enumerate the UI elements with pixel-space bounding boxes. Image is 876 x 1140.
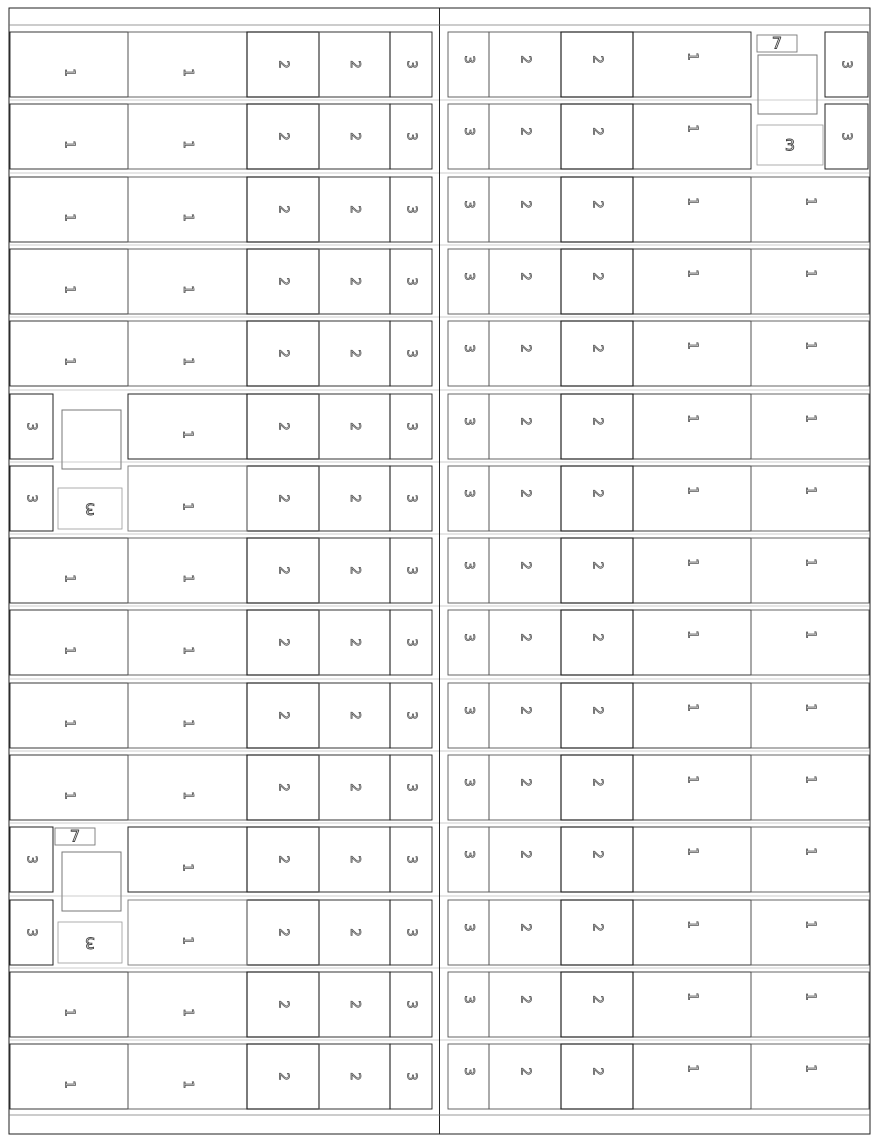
left-cell-label: 2 (275, 928, 291, 937)
right-cell (448, 755, 489, 820)
left-cell-label: 3 (403, 711, 419, 720)
right-cell-label: 2 (517, 272, 533, 281)
left-cell-label: 1 (180, 68, 195, 77)
left-cell-label: 2 (347, 638, 362, 647)
left-cell-label: 1 (180, 357, 195, 366)
left-cell (128, 177, 247, 242)
right-cell (561, 900, 633, 965)
right-cell-label: 3 (461, 200, 476, 209)
right-cell-label: 2 (589, 633, 605, 642)
right-cell-label: 2 (517, 561, 533, 570)
right-cell (448, 538, 489, 603)
marker-seven-label: 7 (69, 826, 81, 846)
left-cell (128, 827, 247, 892)
left-cell (128, 755, 247, 820)
left-cell-label: 1 (61, 574, 77, 583)
right-cell-label: 1 (802, 486, 818, 495)
left-cell-label: 1 (61, 719, 77, 728)
right-cell-label: 1 (802, 197, 818, 206)
right-cell (448, 249, 489, 314)
marker-three-label: 3 (84, 933, 96, 953)
right-cell-label: 1 (802, 847, 818, 856)
left-cell-label: 1 (61, 285, 77, 294)
right-cell-label: 1 (802, 414, 818, 423)
right-cell-label: 1 (684, 992, 700, 1001)
left-cell-label: 1 (180, 1080, 195, 1089)
crate-square (758, 55, 817, 114)
left-cell (128, 1044, 247, 1109)
right-cell-label: 3 (461, 489, 476, 498)
right-cell-label: 1 (684, 197, 700, 206)
right-cell (633, 755, 751, 820)
left-cell-label: 2 (347, 566, 362, 575)
right-cell (489, 249, 561, 314)
right-cell-label: 1 (684, 1064, 700, 1073)
crate-square (62, 410, 121, 469)
left-cell (128, 683, 247, 748)
right-cell (633, 394, 751, 459)
left-cell (128, 538, 247, 603)
right-cell (633, 683, 751, 748)
right-cell-label: 3 (461, 850, 476, 859)
right-cell-label: 1 (802, 992, 818, 1001)
right-cell-label: 3 (461, 55, 476, 64)
right-cell (751, 538, 869, 603)
left-cell-label: 1 (61, 357, 77, 366)
left-cell (128, 466, 247, 531)
left-cell-label: 2 (275, 855, 291, 864)
right-cell (448, 827, 489, 892)
right-cell (751, 610, 869, 675)
right-cell-label: 3 (461, 778, 476, 787)
left-cell-label: 3 (403, 277, 419, 286)
left-cell-label: 3 (403, 132, 419, 141)
right-cell (448, 1044, 489, 1109)
right-cell-label: 1 (802, 1064, 818, 1073)
right-cell (448, 972, 489, 1037)
right-cell-label: 2 (589, 778, 605, 787)
left-cell-label: 2 (275, 566, 291, 575)
right-cell (448, 683, 489, 748)
left-cell-label: 1 (180, 213, 195, 222)
right-cell (633, 538, 751, 603)
left-cell-label: 1 (61, 140, 77, 149)
left-cell-label: 1 (180, 1008, 195, 1017)
right-cell-label: 2 (517, 55, 533, 64)
left-cell-label: 1 (61, 213, 77, 222)
right-cell-label: 2 (517, 344, 533, 353)
right-cell (751, 900, 869, 965)
left-cell (10, 538, 128, 603)
right-cell-label: 1 (684, 124, 700, 133)
crate-square (62, 852, 121, 911)
right-cell (489, 394, 561, 459)
right-cell (489, 104, 561, 169)
right-cell (633, 321, 751, 386)
left-cell (128, 900, 247, 965)
right-cell (633, 827, 751, 892)
right-cell (561, 104, 633, 169)
right-cell (489, 900, 561, 965)
right-cell (489, 321, 561, 386)
left-cell-label: 3 (403, 349, 419, 358)
right-cell-label: 1 (802, 775, 818, 784)
left-cell-label: 1 (61, 791, 77, 800)
right-cell-label: 3 (461, 417, 476, 426)
right-cell (561, 394, 633, 459)
right-cell (561, 610, 633, 675)
left-cell-label: 1 (179, 936, 195, 945)
right-cell-label: 3 (461, 344, 476, 353)
right-cell (633, 972, 751, 1037)
right-cell (489, 610, 561, 675)
right-cell-label: 3 (461, 706, 476, 715)
right-cell-label: 2 (517, 127, 533, 136)
left-cell-label: 2 (275, 132, 291, 141)
left-cell-label: 2 (275, 1000, 291, 1009)
left-cell-label: 1 (61, 68, 77, 77)
right-cell-label: 2 (517, 489, 533, 498)
right-cell (751, 466, 869, 531)
right-cell (448, 394, 489, 459)
left-cell-label: 3 (23, 928, 39, 937)
right-cell-label: 1 (684, 630, 700, 639)
left-cell-label: 1 (179, 502, 195, 511)
right-cell (489, 755, 561, 820)
right-cell-label: 1 (684, 847, 700, 856)
left-cell-label: 3 (403, 566, 419, 575)
right-cell-label: 3 (461, 923, 476, 932)
left-cell-label: 2 (347, 1000, 362, 1009)
right-cell (751, 755, 869, 820)
left-cell-label: 2 (347, 60, 362, 69)
right-cell-label: 3 (461, 633, 476, 642)
right-cell (489, 972, 561, 1037)
right-cell-label: 2 (589, 850, 605, 859)
left-cell-label: 1 (180, 719, 195, 728)
right-cell-label: 1 (684, 775, 700, 784)
right-cell (561, 538, 633, 603)
left-cell-label: 3 (403, 783, 419, 792)
left-cell-label: 3 (403, 1000, 419, 1009)
right-cell-label: 1 (802, 920, 818, 929)
right-cell-label: 2 (517, 1067, 533, 1076)
left-cell-label: 3 (403, 928, 419, 937)
right-cell-label: 3 (461, 127, 476, 136)
right-cell (561, 972, 633, 1037)
right-cell-label: 2 (589, 923, 605, 932)
right-cell (448, 900, 489, 965)
right-cell (751, 321, 869, 386)
left-cell (10, 104, 128, 169)
right-cell-label: 3 (461, 995, 476, 1004)
left-cell-label: 2 (347, 349, 362, 358)
left-cell-label: 2 (275, 60, 291, 69)
left-cell-label: 2 (347, 855, 362, 864)
left-cell-label: 3 (403, 855, 419, 864)
right-cell (561, 177, 633, 242)
right-cell-label: 2 (517, 633, 533, 642)
left-cell-label: 2 (347, 928, 362, 937)
left-cell-label: 1 (61, 1008, 77, 1017)
right-cell (561, 755, 633, 820)
right-cell-label: 2 (589, 127, 605, 136)
right-cell (489, 177, 561, 242)
left-cell-label: 2 (347, 494, 362, 503)
right-cell-label: 2 (517, 706, 533, 715)
right-cell (489, 32, 561, 97)
left-cell (10, 249, 128, 314)
left-cell-label: 1 (180, 646, 195, 655)
left-cell-label: 2 (275, 1072, 291, 1081)
left-cell-label: 1 (180, 791, 195, 800)
marker-three-label: 3 (84, 499, 96, 519)
left-cell-label: 2 (347, 422, 362, 431)
right-cell-label: 2 (589, 995, 605, 1004)
right-cell-label: 1 (802, 269, 818, 278)
right-cell-label: 2 (517, 778, 533, 787)
right-cell (633, 249, 751, 314)
right-cell-label: 2 (589, 200, 605, 209)
right-cell (489, 466, 561, 531)
right-cell (561, 321, 633, 386)
right-cell (561, 1044, 633, 1109)
right-cell (633, 610, 751, 675)
left-cell-label: 3 (403, 205, 419, 214)
right-cell (633, 177, 751, 242)
right-cell (448, 177, 489, 242)
right-cell (633, 900, 751, 965)
left-cell (10, 321, 128, 386)
left-cell-label: 2 (347, 1072, 362, 1081)
left-cell-label: 3 (403, 1072, 419, 1081)
left-cell-label: 2 (275, 711, 291, 720)
right-cell-label: 1 (684, 486, 700, 495)
right-cell (751, 827, 869, 892)
right-cell (448, 321, 489, 386)
right-cell-label: 2 (517, 850, 533, 859)
right-cell (633, 32, 751, 97)
left-cell-label: 3 (403, 494, 419, 503)
left-cell-label: 3 (23, 422, 39, 431)
right-cell (751, 1044, 869, 1109)
left-cell-label: 1 (179, 430, 195, 439)
left-cell (128, 321, 247, 386)
right-cell-label: 2 (517, 417, 533, 426)
right-cell (489, 827, 561, 892)
left-cell-label: 3 (23, 494, 39, 503)
marker-three-label: 3 (784, 135, 796, 155)
right-cell (489, 538, 561, 603)
right-cell-label: 1 (684, 558, 700, 567)
right-cell-label: 2 (589, 55, 605, 64)
right-cell (633, 104, 751, 169)
left-cell-label: 2 (347, 277, 362, 286)
left-cell-label: 1 (61, 1080, 77, 1089)
left-cell-label: 2 (275, 277, 291, 286)
left-cell (128, 972, 247, 1037)
right-cell-label: 3 (461, 272, 476, 281)
right-cell (448, 610, 489, 675)
left-cell (10, 755, 128, 820)
right-cell-label: 3 (461, 1067, 476, 1076)
right-cell (751, 972, 869, 1037)
left-cell-label: 1 (180, 285, 195, 294)
left-cell (10, 177, 128, 242)
left-cell-label: 2 (347, 205, 362, 214)
left-cell-label: 3 (23, 855, 39, 864)
right-cell (561, 249, 633, 314)
right-cell (489, 1044, 561, 1109)
left-cell (128, 610, 247, 675)
right-cell-label: 1 (684, 920, 700, 929)
left-cell-label: 2 (275, 783, 291, 792)
left-cell-label: 2 (347, 711, 362, 720)
right-cell-label: 1 (684, 269, 700, 278)
right-cell (448, 104, 489, 169)
right-cell (751, 249, 869, 314)
left-cell-label: 1 (180, 140, 195, 149)
right-cell (448, 32, 489, 97)
right-cell-label: 2 (517, 995, 533, 1004)
right-cell-label: 2 (589, 1067, 605, 1076)
left-cell-label: 2 (275, 422, 291, 431)
right-cell-label: 2 (589, 344, 605, 353)
right-cell (561, 827, 633, 892)
right-cell (633, 1044, 751, 1109)
right-cell (561, 32, 633, 97)
right-cell-label: 2 (589, 272, 605, 281)
right-cell (489, 683, 561, 748)
left-cell-label: 2 (275, 349, 291, 358)
left-cell-label: 2 (275, 494, 291, 503)
left-cell-label: 1 (180, 574, 195, 583)
right-cell (448, 466, 489, 531)
left-cell-label: 2 (275, 638, 291, 647)
right-cell (751, 177, 869, 242)
right-cell-label: 1 (802, 703, 818, 712)
left-cell-label: 2 (347, 132, 362, 141)
right-cell (751, 394, 869, 459)
right-cell-label: 3 (461, 561, 476, 570)
right-cell-label: 2 (589, 706, 605, 715)
right-cell-label: 3 (838, 60, 854, 69)
right-cell-label: 1 (684, 341, 700, 350)
left-cell-label: 1 (179, 863, 195, 872)
left-cell-label: 1 (61, 646, 77, 655)
right-cell (633, 466, 751, 531)
marker-seven-label: 7 (771, 33, 783, 53)
right-cell-label: 1 (684, 52, 700, 61)
left-cell-label: 3 (403, 60, 419, 69)
right-cell-label: 2 (589, 489, 605, 498)
right-cell-label: 1 (684, 703, 700, 712)
right-cell-label: 1 (802, 558, 818, 567)
left-cell-label: 2 (275, 205, 291, 214)
left-cell-label: 3 (403, 422, 419, 431)
left-cell (10, 683, 128, 748)
right-cell-label: 1 (802, 630, 818, 639)
right-cell-label: 2 (517, 923, 533, 932)
right-cell (751, 683, 869, 748)
right-cell (561, 683, 633, 748)
left-cell (10, 972, 128, 1037)
right-cell-label: 2 (589, 417, 605, 426)
left-cell (128, 104, 247, 169)
left-cell (10, 610, 128, 675)
left-cell (128, 394, 247, 459)
right-cell-label: 1 (802, 341, 818, 350)
right-cell (561, 466, 633, 531)
left-cell-label: 2 (347, 783, 362, 792)
left-cell (10, 32, 128, 97)
right-cell-label: 1 (684, 414, 700, 423)
right-cell-label: 2 (589, 561, 605, 570)
right-cell-label: 2 (517, 200, 533, 209)
left-cell-label: 3 (403, 638, 419, 647)
left-cell (10, 1044, 128, 1109)
left-cell (128, 32, 247, 97)
left-cell (128, 249, 247, 314)
right-cell-label: 3 (838, 132, 854, 141)
